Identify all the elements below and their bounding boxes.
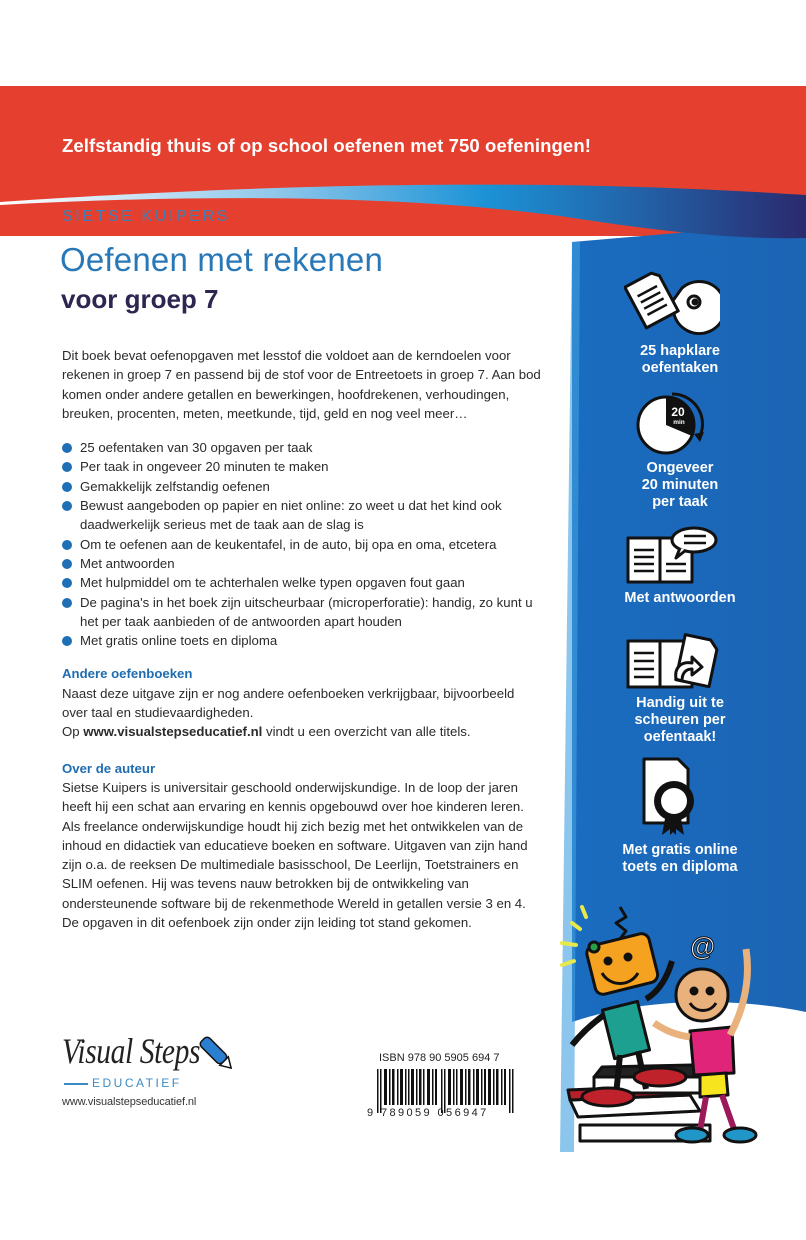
- bullet-dot-icon: [62, 559, 72, 569]
- cartoon-characters-illustration: [550, 895, 806, 1145]
- list-item: De pagina's in het boek zijn uitscheurbaar (microperforatie): handig, zo kunt u het per taak aanbieden of de antwoorden apart houden: [62, 593, 542, 632]
- other-books-text: Naast deze uitgave zijn er nog andere oefenboeken verkrijgbaar, bijvoorbeeld over taal en studievaardigheden.: [62, 685, 515, 721]
- list-item: 25 oefentaken van 30 opgaven per taak: [62, 438, 542, 457]
- list-item: Om te oefenen aan de keukentafel, in de auto, bij opa en oma, etcetera: [62, 535, 542, 554]
- bullet-dot-icon: [62, 462, 72, 472]
- intro-paragraph: Dit boek bevat oefenopgaven met lesstof die voldoet aan de kerndoelen voor rekenen in groep 7 en passend bij de stof voor de Entreetoets in groep 7. Aan bod komen onder andere getallen en bewerkingen, hoofdrekenen, verhoudingen, breuken, procenten, meten, meetkunde, tijd, geld en nog veel meer…: [62, 348, 541, 421]
- other-books-link-line: Op www.visualstepseducatief.nl vindt u een overzicht van alle titels.: [62, 724, 471, 740]
- bullet-dot-icon: [62, 578, 72, 588]
- feature-with-answers: Met antwoorden: [624, 590, 736, 606]
- website-link[interactable]: www.visualstepseducatief.nl: [83, 724, 263, 740]
- feature-20-minutes: Ongeveer 20 minuten per taak: [641, 460, 719, 510]
- bullet-dot-icon: [62, 636, 72, 646]
- feature-list: [62, 438, 542, 650]
- svg-text:min: min: [673, 419, 685, 426]
- main-content: [62, 346, 542, 949]
- banner-headline: Zelfstandig thuis of op school oefenen met 750 oefeningen!: [62, 135, 591, 156]
- author-name: SIETSE KUIPERS: [62, 208, 230, 225]
- bullet-dot-icon: [62, 540, 72, 550]
- other-books-heading: Andere oefenboeken: [62, 666, 193, 682]
- publisher-name: Visual Steps: [62, 1031, 201, 1071]
- publisher-url[interactable]: www.visualstepseducatief.nl: [62, 1096, 197, 1108]
- list-item: Bewust aangeboden op papier en niet online: zo weet u dat het kind ook daadwerkelijk serieus met de taak aan de slag is: [62, 496, 542, 535]
- bullet-dot-icon: [62, 443, 72, 453]
- book-title: Oefenen met rekenen: [60, 241, 384, 278]
- about-author-section: [62, 759, 542, 933]
- pacman-eating-paper-icon: [624, 262, 720, 342]
- isbn-number: ISBN 978 90 5905 694 7: [379, 1052, 500, 1064]
- list-item: Met hulpmiddel om te achterhalen welke typen opgaven fout gaan: [62, 573, 542, 592]
- clock-20-min-icon: [632, 390, 712, 460]
- svg-text:@: @: [690, 931, 716, 961]
- feature-tear-out: Handig uit te scheuren per oefentaak!: [634, 695, 726, 745]
- logo-divider: [64, 1083, 88, 1085]
- about-author-heading: Over de auteur: [62, 760, 156, 776]
- list-item: Met gratis online toets en diploma: [62, 631, 542, 650]
- bullet-dot-icon: [62, 482, 72, 492]
- svg-text:20: 20: [671, 405, 685, 419]
- list-item: Per taak in ongeveer 20 minuten te maken: [62, 457, 542, 476]
- other-books-section: [62, 664, 542, 741]
- publisher-subtitle: EDUCATIEF: [92, 1076, 182, 1090]
- barcode-digits: 9 789059 056947: [367, 1107, 489, 1119]
- open-book-speech-bubble-icon: [624, 524, 720, 586]
- bullet-dot-icon: [62, 598, 72, 608]
- isbn-barcode: [367, 1052, 517, 1132]
- about-author-text: Sietse Kuipers is universitair geschoold onderwijskundige. In de loop der jaren heeft hij een schat aan ervaring en kennis opgebouwd over hoe kinderen leren. Als freelance onderwijskundige houdt hij zich bezig met het ontwikkelen van de inhoud en didactiek van educatieve boeken en software. Uitgaven van zijn hand zijn o.a. de reeksen De multimediale basisschool, De Leerlijn, Toetstrainers en SLIM oefenen. Hij was tevens nauw betrokken bij de ontwikkeling van ondersteunende software bij de rekenmethode Wereld in getallen versie 3 en 4. De opgaven in dit oefenboek zijn onder zijn leiding tot stand gekomen.: [62, 779, 528, 931]
- book-subtitle: voor groep 7: [61, 284, 219, 314]
- list-item: Gemakkelijk zelfstandig oefenen: [62, 477, 542, 496]
- pen-icon: [197, 1034, 237, 1074]
- bullet-dot-icon: [62, 501, 72, 511]
- book-tear-page-icon: [624, 633, 720, 691]
- feature-practice-tasks: 25 hapklare oefentaken: [640, 343, 720, 376]
- feature-online-test-diploma: Met gratis online toets en diploma: [622, 842, 738, 875]
- diploma-certificate-icon: [640, 757, 704, 837]
- publisher-logo[interactable]: [62, 1030, 242, 1110]
- list-item: Met antwoorden: [62, 554, 542, 573]
